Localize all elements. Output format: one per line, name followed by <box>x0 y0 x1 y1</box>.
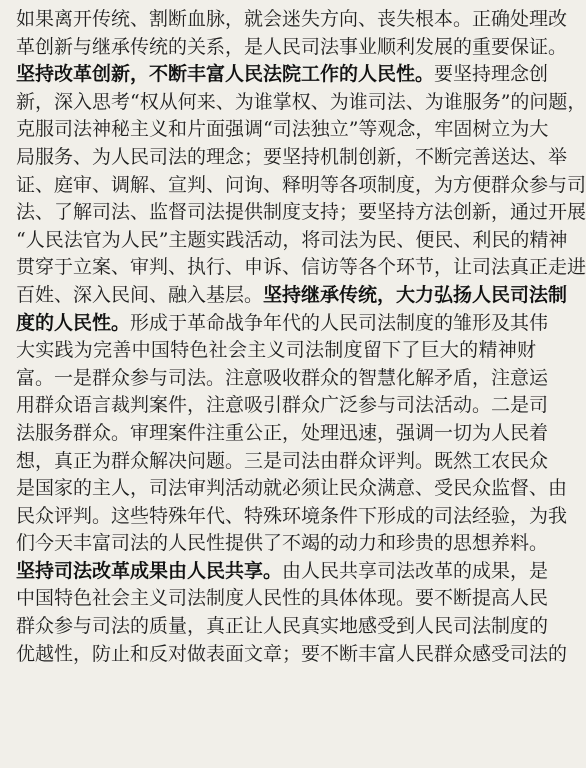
body-text-run: 百姓、深入民间、融入基层。 <box>16 283 264 306</box>
text-line <box>16 89 586 117</box>
body-text-run: 法服务群众。审理案件注重公正，处理迅速，强调一切为人民着 <box>16 421 549 444</box>
bold-heading-text: 坚持司法改革成果由人民共享。 <box>16 559 283 582</box>
body-text-run: 优越性，防止和反对做表面文章；要不断丰富人民群众感受司法的 <box>16 642 568 665</box>
body-text-run: 贯穿于立案、审判、执行、申诉、信访等各个环节，让司法真正走进 <box>16 256 586 279</box>
body-text-run: 形成于革命战争年代的人民司法制度的雏形及其伟 <box>130 311 549 334</box>
text-line <box>16 530 549 558</box>
text-line <box>16 172 586 200</box>
body-text-run: 克服司法神秘主义和片面强调“司法独立”等观念，牢固树立为大 <box>16 118 549 141</box>
body-text-run: 大实践为完善中国特色社会主义司法制度留下了巨大的精神财 <box>16 339 536 362</box>
body-text-run: 用群众语言裁判案件，注意吸引群众广泛参与司法活动。二是司 <box>16 394 549 417</box>
body-text-run: 富。一是群众参与司法。注意吸收群众的智慧化解矛盾，注意运 <box>16 366 549 389</box>
bold-heading-text: 度的人民性。 <box>16 311 131 334</box>
text-line <box>16 282 568 310</box>
body-text-run: 是国家的主人，司法审判活动就必须让民众满意、受民众监督、由 <box>16 477 568 500</box>
text-line <box>16 144 568 172</box>
body-text-run: 由人民共享司法改革的成果，是 <box>282 559 549 582</box>
body-text-run: 民众评判。这些特殊年代、特殊环境条件下形成的司法经验，为我 <box>16 504 568 527</box>
text-line <box>16 310 549 338</box>
text-line <box>16 503 568 531</box>
text-line <box>16 227 568 255</box>
body-text-run: 群众参与司法的质量，真正让人民真实地感受到人民司法制度的 <box>16 615 549 638</box>
body-text-run: 证、庭审、调解、宣判、问询、释明等各项制度，为方便群众参与司 <box>16 173 586 196</box>
text-line <box>16 116 549 144</box>
text-line <box>16 61 549 89</box>
body-text-run: 新，深入思考“权从何来、为谁掌权、为谁司法、为谁服务”的问题， <box>16 90 586 113</box>
text-line <box>16 6 568 34</box>
text-line <box>16 337 536 365</box>
text-line <box>16 420 549 448</box>
text-line <box>16 34 568 62</box>
text-line <box>16 585 549 613</box>
body-text-run: 革创新与继承传统的关系，是人民司法事业顺利发展的重要保证。 <box>16 35 568 58</box>
text-line <box>16 392 549 420</box>
text-line <box>16 475 568 503</box>
body-text-run: 中国特色社会主义司法制度人民性的具体体现。要不断提高人民 <box>16 587 549 610</box>
text-line <box>16 199 586 227</box>
body-text-run: 们今天丰富司法的人民性提供了不竭的动力和珍贵的思想养料。 <box>16 532 549 555</box>
text-line <box>16 254 586 282</box>
body-text-run: “人民法官为人民”主题实践活动，将司法为民、便民、利民的精神 <box>16 228 568 251</box>
body-text-run: 局服务、为人民司法的理念；要坚持机制创新，不断完善送达、举 <box>16 145 568 168</box>
body-text-run: 想，真正为群众解决问题。三是司法由群众评判。既然工农民众 <box>16 449 549 472</box>
bold-heading-text: 坚持继承传统，大力弘扬人民司法制 <box>263 283 568 306</box>
body-text-run: 法、了解司法、监督司法提供制度支持；要坚持方法创新，通过开展 <box>16 201 586 224</box>
text-line <box>16 558 549 586</box>
body-text-run: 如果离开传统、割断血脉，就会迷失方向、丧失根本。正确处理改 <box>16 8 568 30</box>
bold-heading-text: 坚持改革创新，不断丰富人民法院工作的人民性。 <box>16 63 435 86</box>
body-text <box>16 6 586 668</box>
body-text-run: 要坚持理念创 <box>434 63 549 86</box>
text-line <box>16 448 549 476</box>
text-line <box>16 365 549 393</box>
text-line <box>16 613 549 641</box>
text-line <box>16 641 568 669</box>
